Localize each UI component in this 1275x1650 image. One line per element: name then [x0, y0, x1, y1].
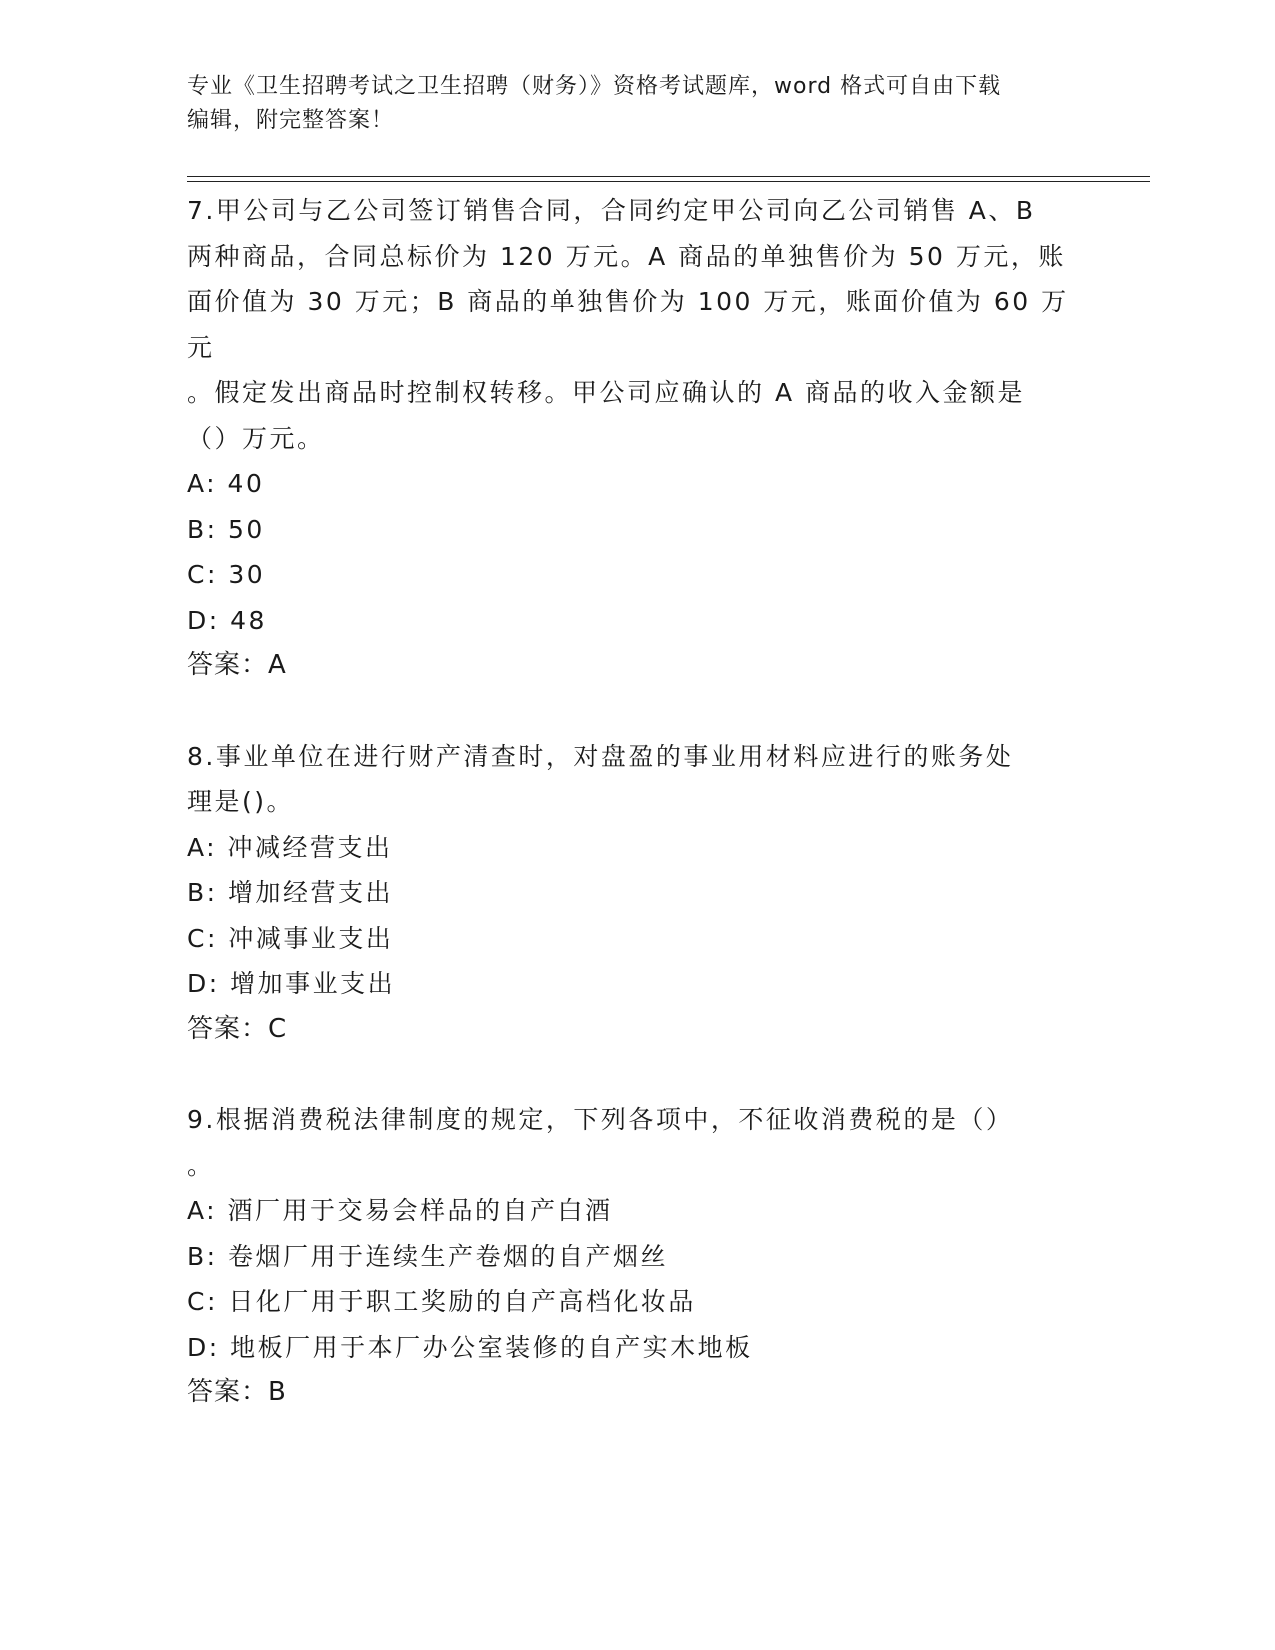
stem-line: 两种商品，合同总标价为 120 万元。A 商品的单独售价为 50 万元，账: [187, 241, 1066, 271]
question-stem: [187, 734, 1087, 825]
spacer: [187, 1052, 1087, 1097]
question-7: [187, 188, 1087, 689]
question-9: [187, 1097, 1087, 1416]
stem-line: 面价值为 30 万元；B 商品的单独售价为 100 万元，账面价值为 60 万元: [187, 287, 1069, 362]
stem-line: 9.根据消费税法律制度的规定，下列各项中，不征收消费税的是（）: [187, 1105, 1014, 1134]
option-a: A: 40: [187, 469, 265, 498]
answer-line: 答案：A: [187, 650, 287, 680]
stem-line: 。假定发出商品时控制权转移。甲公司应确认的 A 商品的收入金额是: [187, 378, 1025, 407]
option-b: B: 50: [187, 514, 265, 544]
question-8: [187, 734, 1087, 1053]
stem-line: 7.甲公司与乙公司签订销售合同，合同约定甲公司向乙公司销售 A、B: [187, 196, 1036, 225]
answer-line: 答案：B: [187, 1377, 287, 1407]
question-stem: [187, 1097, 1087, 1188]
header-divider-bottom: [187, 181, 1150, 182]
spacer: [187, 689, 1087, 734]
option-b: B: 卷烟厂用于连续生产卷烟的自产烟丝: [187, 1241, 669, 1271]
stem-line: 8.事业单位在进行财产清查时，对盘盈的事业用材料应进行的账务处: [187, 741, 1014, 771]
option-c: C: 冲减事业支出: [187, 923, 394, 953]
option-b: B: 增加经营支出: [187, 878, 394, 907]
document-header: [187, 70, 1087, 138]
option-d: D: 地板厂用于本厂办公室装修的自产实木地板: [187, 1332, 753, 1362]
stem-line: （）万元。: [187, 423, 325, 453]
stem-line: 。: [187, 1150, 215, 1180]
option-d: D: 增加事业支出: [187, 969, 396, 998]
option-a: A: 酒厂用于交易会样品的自产白酒: [187, 1196, 613, 1225]
header-divider-top: [187, 176, 1150, 177]
header-line-1: 专业《卫生招聘考试之卫生招聘（财务）》资格考试题库，word 格式可自由下载: [187, 74, 1002, 99]
question-stem: [187, 188, 1087, 461]
option-c: C: 日化厂用于职工奖励的自产高档化妆品: [187, 1287, 696, 1316]
option-a: A: 冲减经营支出: [187, 832, 393, 862]
option-c: C: 30: [187, 560, 266, 589]
stem-line: 理是()。: [187, 787, 295, 816]
option-d: D: 48: [187, 605, 267, 635]
answer-line: 答案：C: [187, 1013, 288, 1044]
header-line-2: 编辑，附完整答案！: [187, 108, 395, 133]
question-list: [187, 188, 1087, 1416]
